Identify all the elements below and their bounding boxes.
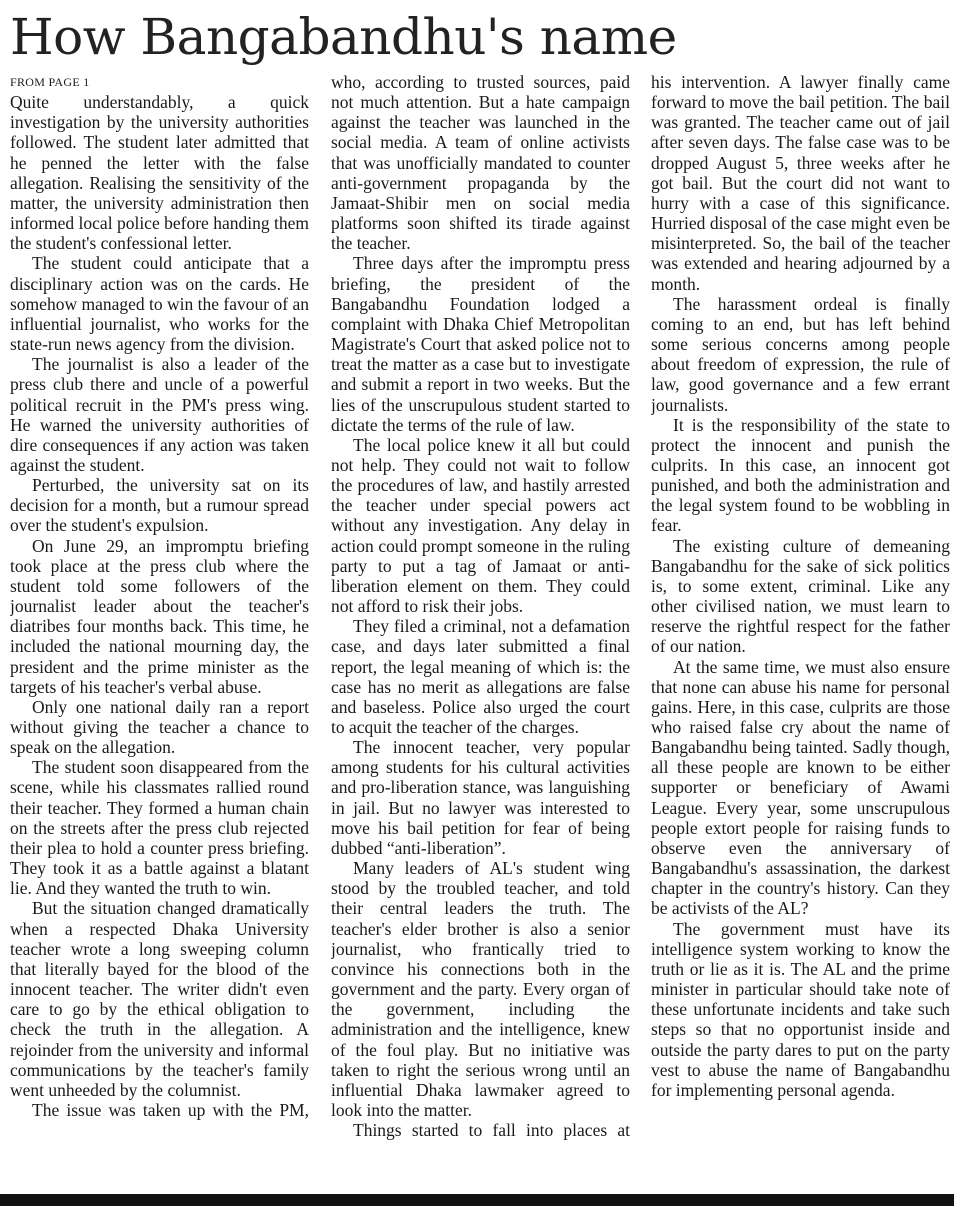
paragraph: Things started to fall into places at — [353, 1120, 630, 1141]
paragraph: The innocent teacher, very popular among students for his cultural activities and pro-liberation stance, was languishing in jail. But no lawyer was interested to move his bail petition for fear of being dubbed “anti-liberation”. — [331, 737, 630, 858]
paragraph: The local police knew it all but could not help. They could not wait to follow the procedures of law, and hastily arrested the teacher under special powers act without any investigation. Any delay in action could prompt someone in the ruling party to put a tag of Jamaat or anti-liberation element on them. They could not afford to risk their jobs. — [331, 434, 630, 617]
paragraph: The harassment ordeal is finally coming to an end, but has left behind some serious concerns among people about freedom of expression, the rule of law, good governance and a few errant journalists. — [651, 293, 950, 415]
paragraph: On June 29, an impromptu briefing took place at the press club where the student told some followers of the journalist leader about the teacher's diatribes four months back. This time, he included the national mourning day, the president and the prime minister as the targets of his teacher's verbal abuse. — [10, 535, 309, 697]
paragraph: Three days after the impromptu press briefing, the president of the Bangabandhu Foundation lodged a complaint with Dhaka Chief Metropolitan Magistrate's Court that asked police not to treat the matter as a case but to investigate and submit a report in two weeks. But the lies of the unscrupulous student started to dictate the terms of the rule of law. — [331, 253, 630, 435]
paragraph: At the same time, we must also ensure that none can abuse his name for personal gains. Here, in this case, culprits are those who raised false cry about the name of Bangabandhu being tainted. Sadly though, all these people are known to be either supporter or beneficiary of Awami League. Every year, some unscrupulous people extort people for raising funds to observe even the anniversary of Bangabandhu's assassination, the darkest chapter in the country's history. Can they be activists of the AL? — [651, 656, 950, 919]
paragraph: who, according to trusted sources, paid not much attention. But a hate campaign against the teacher was launched in the social media. A team of online activists that was unofficially mandated to counter anti-government propaganda by the Jamaat-Shibir men on social media platforms soon shifted its tirade against the teacher. — [331, 72, 630, 254]
paragraph: The existing culture of demeaning Bangabandhu for the sake of sick politics is, to some extent, criminal. Like any other civilised nation, we must learn to reserve the rightful respect for the father of our nation. — [651, 535, 950, 657]
article-column-2 — [331, 72, 630, 1196]
article-column-1 — [10, 72, 309, 1196]
page-bottom-border — [0, 1194, 954, 1206]
paragraph: The journalist is also a leader of the press club there and uncle of a powerful political recruit in the PM's press wing. He warned the university authorities of dire consequences if any action was taken against the student. — [10, 354, 309, 475]
paragraph: They filed a criminal, not a defamation case, and days later submitted a final report, the legal meaning of which is: the case has no merit as allegations are false and baseless. Police also urged the court to acquit the teacher of the charges. — [331, 616, 630, 737]
paragraph: The student could anticipate that a disciplinary action was on the cards. He somehow managed to win the favour of an influential journalist, who works for the state-run news agency from the division. — [10, 253, 309, 355]
paragraph: The student soon disappeared from the scene, while his classmates rallied round their teacher. They formed a human chain on the streets after the press club rejected their plea to hold a counter press briefing. They took it as a battle against a blatant lie. And they wanted the truth to win. — [10, 757, 309, 899]
headline: How Bangabandhu's name — [10, 8, 677, 66]
article-column-3 — [651, 72, 950, 1196]
paragraph: his intervention. A lawyer finally came forward to move the bail petition. The bail was granted. The teacher came out of jail after seven days. The false case was to be dropped August 5, three weeks after he got bail. But the court did not want to hurry with a case of this significance. Hurried disposal of the case might even be misinterpreted. So, the bail of the teacher was extended and hearing adjourned by a month. — [651, 72, 950, 294]
paragraph: Quite understandably, a quick investigation by the university authorities followed. The student later admitted that he penned the letter with the false allegation. Realising the sensitivity of the matter, the university administration then informed local police before handing them the student's confessional letter. — [10, 92, 309, 254]
paragraph: It is the responsibility of the state to protect the innocent and punish the culprits. In this case, an innocent got punished, and both the administration and the legal system found to be wobbling in fear. — [651, 414, 950, 536]
paragraph: Perturbed, the university sat on its decision for a month, but a rumour spread over the student's expulsion. — [10, 475, 309, 536]
paragraph: Many leaders of AL's student wing stood by the troubled teacher, and told their central leaders the truth. The teacher's elder brother is also a senior journalist, who frantically tried to convince his connections both in the government and the party. Every organ of the government, including the administration and the intelligence, knew of the foul play. But no initiative was taken to right the serious wrong until an influential Dhaka lawmaker agreed to look into the matter. — [331, 858, 630, 1120]
paragraph: The issue was taken up with the PM, — [32, 1099, 309, 1120]
paragraph: But the situation changed dramatically when a respected Dhaka University teacher wrote a long sweeping column that literally bayed for the blood of the innocent teacher. The writer didn't even care to go by the ethical obligation to check the truth in the allegation. A rejoinder from the university and informal communications by the teacher's family went unheeded by the columnist. — [10, 898, 309, 1100]
paragraph: The government must have its intelligence system working to know the truth or lie as it is. The AL and the prime minister in particular should take note of these unfortunate incidents and take such steps so that no opportunist inside and outside the party dares to put on the party vest to abuse the name of Bangabandhu for implementing personal agenda. — [651, 918, 950, 1100]
paragraph: Only one national daily ran a report without giving the teacher a chance to speak on the allegation. — [10, 696, 309, 758]
continued-from-label: FROM PAGE 1 — [10, 75, 90, 89]
